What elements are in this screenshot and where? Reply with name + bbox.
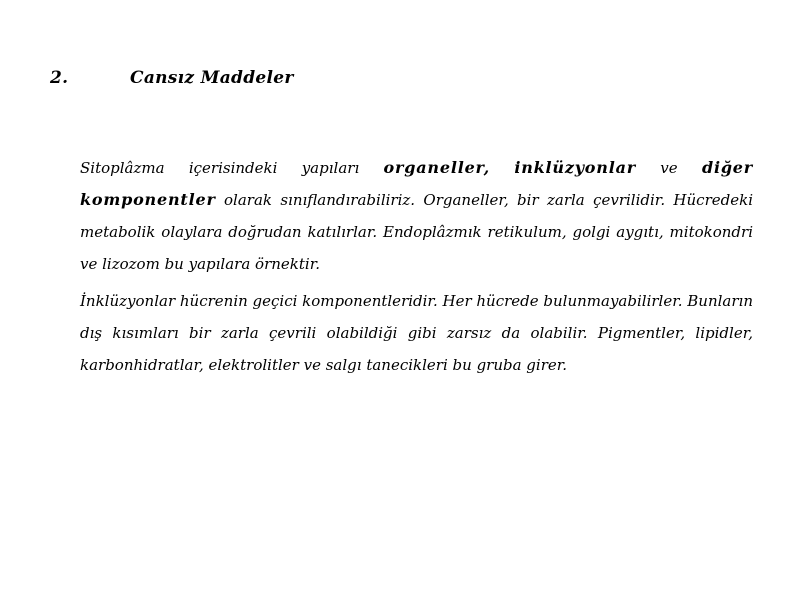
paragraph-inclusions: İnklüzyonlar hücrenin geçici komponentleridir. Her hücrede bulunmayabilirler. Bunların dış kısımları bir zarla çevrili olabildiği gibi zarsız da olabilir. Pigmentler, lipidler, karbonhidratlar, elektrolitler ve salgı tanecikleri bu gruba girer. [80,292,753,374]
term-organeller: organeller, [383,158,490,177]
term-gap [490,159,514,177]
paragraph-rest: olarak sınıflandırabiliriz. Organeller, bir zarla çevrilidir. Hücredeki metabolik olaylara doğrudan katılırlar. Endoplâzmık retikulum, golgi aygıtı, mitokondri ve lizozom bu yapılara örnektir. [80,191,753,273]
paragraph-intro: Sitoplâzma içerisindeki yapıları [80,159,384,177]
paragraph-organelles [80,152,753,280]
section-heading [50,68,294,88]
section-body [80,152,753,386]
section-number: 2. [50,68,69,88]
term-inkluzyonlar: inklüzyonlar [514,158,636,177]
term-diger-komponentler: diğer komponentler [80,158,754,209]
paragraph-mid: ve [635,159,702,177]
section-title: Cansız Maddeler [130,68,294,88]
